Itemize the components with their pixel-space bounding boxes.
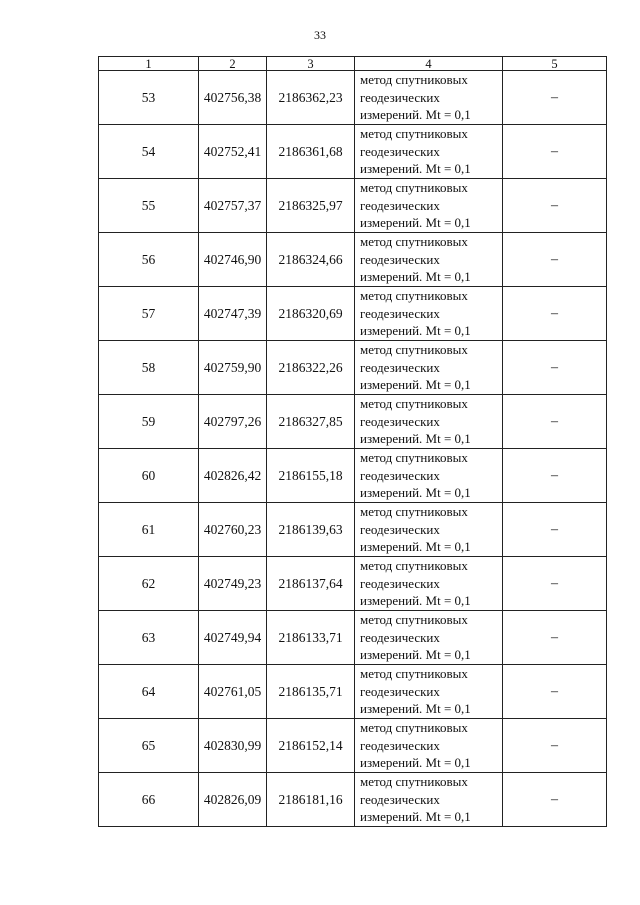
- point-number-cell: 55: [99, 179, 199, 233]
- point-number-cell: 66: [99, 773, 199, 827]
- x-coordinate-cell: 402746,90: [199, 233, 267, 287]
- method-cell: [355, 773, 503, 827]
- table-row: [99, 773, 607, 827]
- note-cell: –: [503, 341, 607, 395]
- method-line: геодезических: [360, 197, 440, 213]
- method-cell: [355, 71, 503, 125]
- x-coordinate-cell: 402760,23: [199, 503, 267, 557]
- x-coordinate-cell: 402797,26: [199, 395, 267, 449]
- page-number: 33: [314, 28, 326, 42]
- y-coordinate-cell: 2186325,97: [267, 179, 355, 233]
- method-line: метод спутниковых: [360, 180, 468, 196]
- method-line: измерений. Mt = 0,1: [360, 593, 471, 609]
- method-line: геодезических: [360, 251, 440, 267]
- point-number-cell: 63: [99, 611, 199, 665]
- method-cell: [355, 503, 503, 557]
- note-cell: –: [503, 665, 607, 719]
- y-coordinate-cell: 2186324,66: [267, 233, 355, 287]
- method-line: геодезических: [360, 791, 440, 807]
- note-cell: –: [503, 125, 607, 179]
- point-number-cell: 61: [99, 503, 199, 557]
- method-line: геодезических: [360, 467, 440, 483]
- note-cell: –: [503, 287, 607, 341]
- method-line: метод спутниковых: [360, 396, 468, 412]
- x-coordinate-cell: 402826,42: [199, 449, 267, 503]
- table-row: [99, 341, 607, 395]
- method-line: метод спутниковых: [360, 342, 468, 358]
- method-line: метод спутниковых: [360, 558, 468, 574]
- table-row: [99, 557, 607, 611]
- column-header: 1: [99, 57, 199, 71]
- method-line: измерений. Mt = 0,1: [360, 809, 471, 825]
- method-line: измерений. Mt = 0,1: [360, 701, 471, 717]
- y-coordinate-cell: 2186181,16: [267, 773, 355, 827]
- point-number-cell: 60: [99, 449, 199, 503]
- method-line: геодезических: [360, 683, 440, 699]
- y-coordinate-cell: 2186362,23: [267, 71, 355, 125]
- point-number-cell: 56: [99, 233, 199, 287]
- point-number-cell: 64: [99, 665, 199, 719]
- point-number-cell: 62: [99, 557, 199, 611]
- coordinates-table: [98, 56, 607, 827]
- method-line: геодезических: [360, 575, 440, 591]
- x-coordinate-cell: 402761,05: [199, 665, 267, 719]
- method-cell: [355, 719, 503, 773]
- y-coordinate-cell: 2186139,63: [267, 503, 355, 557]
- method-cell: [355, 611, 503, 665]
- method-line: геодезических: [360, 629, 440, 645]
- note-cell: –: [503, 233, 607, 287]
- note-cell: –: [503, 719, 607, 773]
- y-coordinate-cell: 2186322,26: [267, 341, 355, 395]
- y-coordinate-cell: 2186135,71: [267, 665, 355, 719]
- table-row: [99, 287, 607, 341]
- note-cell: –: [503, 449, 607, 503]
- point-number-cell: 53: [99, 71, 199, 125]
- method-cell: [355, 449, 503, 503]
- method-line: метод спутниковых: [360, 288, 468, 304]
- method-line: измерений. Mt = 0,1: [360, 647, 471, 663]
- method-line: измерений. Mt = 0,1: [360, 161, 471, 177]
- method-cell: [355, 287, 503, 341]
- note-cell: –: [503, 179, 607, 233]
- method-cell: [355, 395, 503, 449]
- y-coordinate-cell: 2186327,85: [267, 395, 355, 449]
- table-row: [99, 125, 607, 179]
- method-line: измерений. Mt = 0,1: [360, 215, 471, 231]
- x-coordinate-cell: 402756,38: [199, 71, 267, 125]
- method-line: геодезических: [360, 521, 440, 537]
- method-line: измерений. Mt = 0,1: [360, 539, 471, 555]
- method-line: измерений. Mt = 0,1: [360, 323, 471, 339]
- point-number-cell: 57: [99, 287, 199, 341]
- x-coordinate-cell: 402757,37: [199, 179, 267, 233]
- table-row: [99, 611, 607, 665]
- method-line: метод спутниковых: [360, 450, 468, 466]
- table-header-row: [99, 57, 607, 71]
- method-line: метод спутниковых: [360, 666, 468, 682]
- x-coordinate-cell: 402749,23: [199, 557, 267, 611]
- table-row: [99, 395, 607, 449]
- x-coordinate-cell: 402749,94: [199, 611, 267, 665]
- method-line: метод спутниковых: [360, 126, 468, 142]
- table-row: [99, 179, 607, 233]
- method-line: геодезических: [360, 89, 440, 105]
- method-cell: [355, 179, 503, 233]
- x-coordinate-cell: 402830,99: [199, 719, 267, 773]
- method-cell: [355, 341, 503, 395]
- y-coordinate-cell: 2186320,69: [267, 287, 355, 341]
- method-line: метод спутниковых: [360, 612, 468, 628]
- table-row: [99, 665, 607, 719]
- method-cell: [355, 557, 503, 611]
- method-line: геодезических: [360, 413, 440, 429]
- note-cell: –: [503, 557, 607, 611]
- method-line: метод спутниковых: [360, 774, 468, 790]
- column-header: 4: [355, 57, 503, 71]
- x-coordinate-cell: 402752,41: [199, 125, 267, 179]
- method-cell: [355, 665, 503, 719]
- column-header: 3: [267, 57, 355, 71]
- method-line: метод спутниковых: [360, 72, 468, 88]
- y-coordinate-cell: 2186361,68: [267, 125, 355, 179]
- method-line: метод спутниковых: [360, 720, 468, 736]
- method-cell: [355, 125, 503, 179]
- method-line: измерений. Mt = 0,1: [360, 269, 471, 285]
- column-header: 5: [503, 57, 607, 71]
- point-number-cell: 54: [99, 125, 199, 179]
- y-coordinate-cell: 2186137,64: [267, 557, 355, 611]
- method-cell: [355, 233, 503, 287]
- point-number-cell: 59: [99, 395, 199, 449]
- method-line: измерений. Mt = 0,1: [360, 431, 471, 447]
- table-row: [99, 71, 607, 125]
- table-row: [99, 233, 607, 287]
- y-coordinate-cell: 2186155,18: [267, 449, 355, 503]
- method-line: измерений. Mt = 0,1: [360, 107, 471, 123]
- note-cell: –: [503, 773, 607, 827]
- method-line: измерений. Mt = 0,1: [360, 377, 471, 393]
- method-line: геодезических: [360, 737, 440, 753]
- method-line: измерений. Mt = 0,1: [360, 485, 471, 501]
- x-coordinate-cell: 402747,39: [199, 287, 267, 341]
- note-cell: –: [503, 611, 607, 665]
- method-line: метод спутниковых: [360, 234, 468, 250]
- table-body: [99, 57, 607, 827]
- table-row: [99, 449, 607, 503]
- method-line: геодезических: [360, 359, 440, 375]
- method-line: метод спутниковых: [360, 504, 468, 520]
- column-header: 2: [199, 57, 267, 71]
- y-coordinate-cell: 2186133,71: [267, 611, 355, 665]
- point-number-cell: 65: [99, 719, 199, 773]
- note-cell: –: [503, 71, 607, 125]
- x-coordinate-cell: 402759,90: [199, 341, 267, 395]
- x-coordinate-cell: 402826,09: [199, 773, 267, 827]
- method-line: геодезических: [360, 305, 440, 321]
- table-row: [99, 719, 607, 773]
- method-line: геодезических: [360, 143, 440, 159]
- y-coordinate-cell: 2186152,14: [267, 719, 355, 773]
- note-cell: –: [503, 395, 607, 449]
- table-row: [99, 503, 607, 557]
- method-line: измерений. Mt = 0,1: [360, 755, 471, 771]
- note-cell: –: [503, 503, 607, 557]
- point-number-cell: 58: [99, 341, 199, 395]
